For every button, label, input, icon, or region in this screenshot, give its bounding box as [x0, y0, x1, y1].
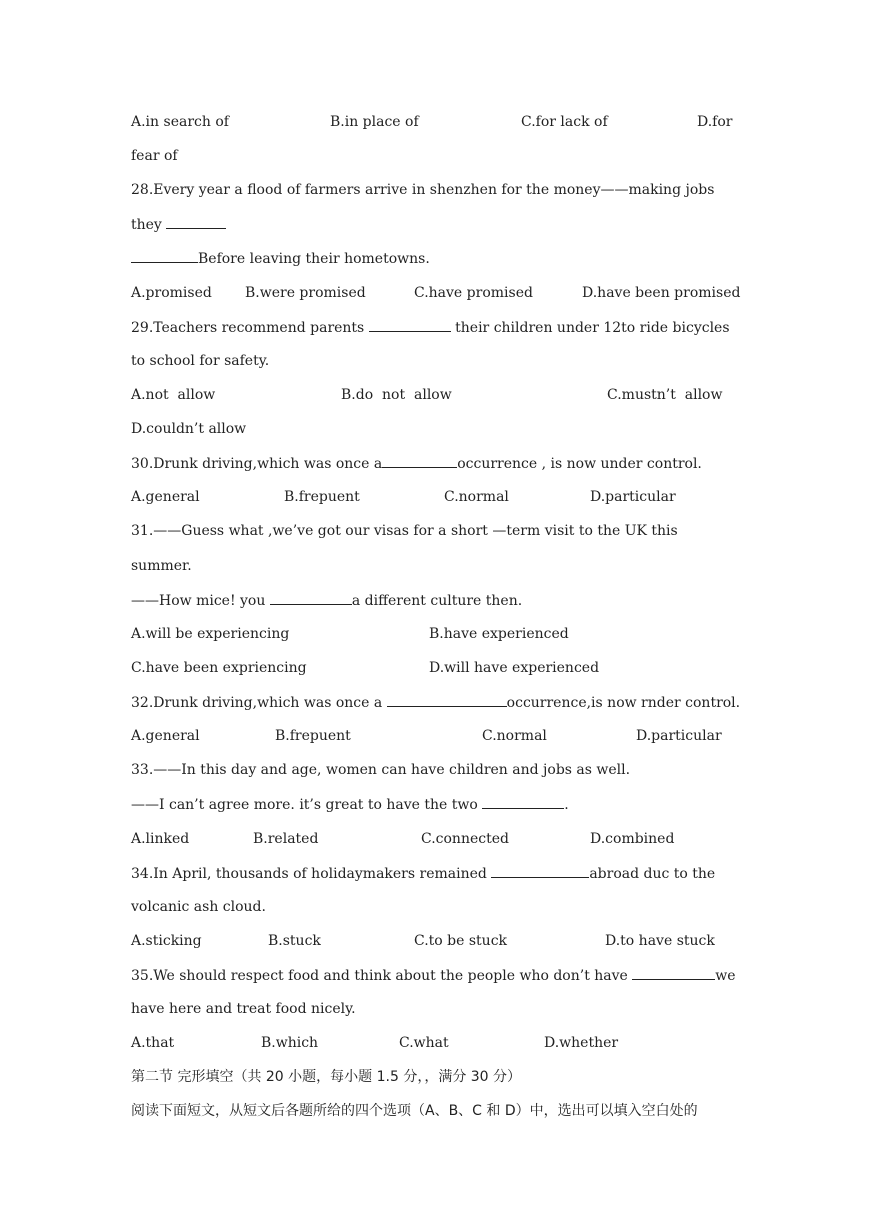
q28-stem-text: they: [131, 217, 162, 233]
q27-option-b: B.in place of: [330, 114, 419, 130]
q33-option-a: A.linked: [131, 831, 190, 847]
q32-option-d: D.particular: [636, 728, 722, 744]
q31-option-a: A.will be experiencing: [131, 626, 290, 642]
q33-reply-text: ——I can’t agree more. it’s great to have the two: [131, 797, 478, 813]
q29-option-a: A.not allow: [131, 387, 216, 403]
q34-stem-line2: volcanic ash cloud.: [131, 899, 266, 915]
q27-option-d-continued: fear of: [131, 148, 178, 164]
q27-option-c: C.for lack of: [521, 114, 608, 130]
answer-blank[interactable]: [270, 590, 352, 605]
q29-option-b: B.do not allow: [341, 387, 452, 403]
q30-option-c: C.normal: [444, 489, 509, 505]
q35-stem: [131, 965, 736, 986]
q32-option-c: C.normal: [482, 728, 547, 744]
q28-option-b: B.were promised: [245, 285, 366, 301]
q31-reply-text: ——How mice! you: [131, 593, 266, 609]
section-heading: 第二节 完形填空（共 20 小题，每小题 1.5 分，，满分 30 分）: [131, 1069, 522, 1085]
q32-stem: [131, 692, 740, 713]
q33-option-d: D.combined: [590, 831, 675, 847]
q30-stem-text: occurrence , is now under control.: [457, 456, 702, 472]
q30-stem: [131, 453, 702, 474]
q31-stem-line2: summer.: [131, 558, 192, 574]
q32-option-b: B.frepuent: [275, 728, 351, 744]
q35-option-a: A.that: [131, 1035, 175, 1051]
q27-option-d: D.for: [697, 114, 733, 130]
q35-stem-text: we: [715, 968, 736, 984]
answer-blank[interactable]: [491, 863, 589, 878]
q34-stem-text: 34.In April, thousands of holidaymakers remained: [131, 866, 487, 882]
q30-stem-text: 30.Drunk driving,which was once a: [131, 456, 383, 472]
q28-stem-line2: [131, 214, 226, 235]
q32-stem-text: 32.Drunk driving,which was once a: [131, 695, 383, 711]
q31-option-d: D.will have experienced: [429, 660, 600, 676]
q28-stem-line3: [131, 248, 430, 269]
q33-reply-text: .: [564, 797, 569, 813]
q35-option-b: B.which: [261, 1035, 319, 1051]
answer-blank[interactable]: [382, 453, 457, 468]
q34-option-c: C.to be stuck: [414, 933, 508, 949]
answer-blank[interactable]: [131, 248, 198, 263]
q31-option-c: C.have been expriencing: [131, 660, 307, 676]
q29-stem-line2: to school for safety.: [131, 353, 270, 369]
q29-stem-text: 29.Teachers recommend parents: [131, 320, 365, 336]
q33-option-c: C.connected: [421, 831, 509, 847]
q33-stem: 33.——In this day and age, women can have children and jobs as well.: [131, 762, 631, 778]
q33-option-b: B.related: [253, 831, 319, 847]
q34-option-a: A.sticking: [131, 933, 202, 949]
q34-stem: [131, 863, 715, 884]
q28-option-c: C.have promised: [414, 285, 533, 301]
answer-blank[interactable]: [632, 965, 715, 980]
q33-reply: [131, 794, 569, 815]
answer-blank[interactable]: [369, 317, 451, 332]
q31-reply: [131, 590, 522, 611]
q30-option-a: A.general: [131, 489, 200, 505]
q34-option-d: D.to have stuck: [605, 933, 715, 949]
q28-stem-text: Before leaving their hometowns.: [198, 251, 430, 267]
q35-option-d: D.whether: [544, 1035, 619, 1051]
q29-option-d: D.couldn’t allow: [131, 421, 247, 437]
q31-stem: 31.——Guess what ,we’ve got our visas for a short —term visit to the UK this: [131, 523, 678, 539]
q31-reply-text: a different culture then.: [351, 593, 523, 609]
q30-option-d: D.particular: [590, 489, 676, 505]
section-instructions: 阅读下面短文，从短文后各题所给的四个选项（A、B、C 和 D）中，选出可以填入空白处的: [131, 1103, 698, 1119]
q32-option-a: A.general: [131, 728, 200, 744]
answer-blank[interactable]: [166, 214, 226, 229]
q35-stem-line2: have here and treat food nicely.: [131, 1001, 356, 1017]
q28-option-a: A.promised: [131, 285, 212, 301]
q28-option-d: D.have been promised: [582, 285, 741, 301]
q35-stem-text: 35.We should respect food and think about the people who don’t have: [131, 968, 628, 984]
answer-blank[interactable]: [482, 794, 564, 809]
q27-option-a: A.in search of: [131, 114, 229, 130]
q31-option-b: B.have experienced: [429, 626, 569, 642]
q29-option-c: C.mustn’t allow: [607, 387, 723, 403]
q35-option-c: C.what: [399, 1035, 449, 1051]
q29-stem-text: their children under 12to ride bicycles: [455, 320, 730, 336]
q28-stem: 28.Every year a flood of farmers arrive in shenzhen for the money——making jobs: [131, 182, 715, 198]
q34-stem-text: abroad duc to the: [589, 866, 716, 882]
q32-stem-text: occurrence,is now rnder control.: [506, 695, 741, 711]
answer-blank[interactable]: [387, 692, 507, 707]
q29-stem: [131, 317, 730, 338]
q30-option-b: B.frepuent: [284, 489, 360, 505]
q34-option-b: B.stuck: [268, 933, 321, 949]
